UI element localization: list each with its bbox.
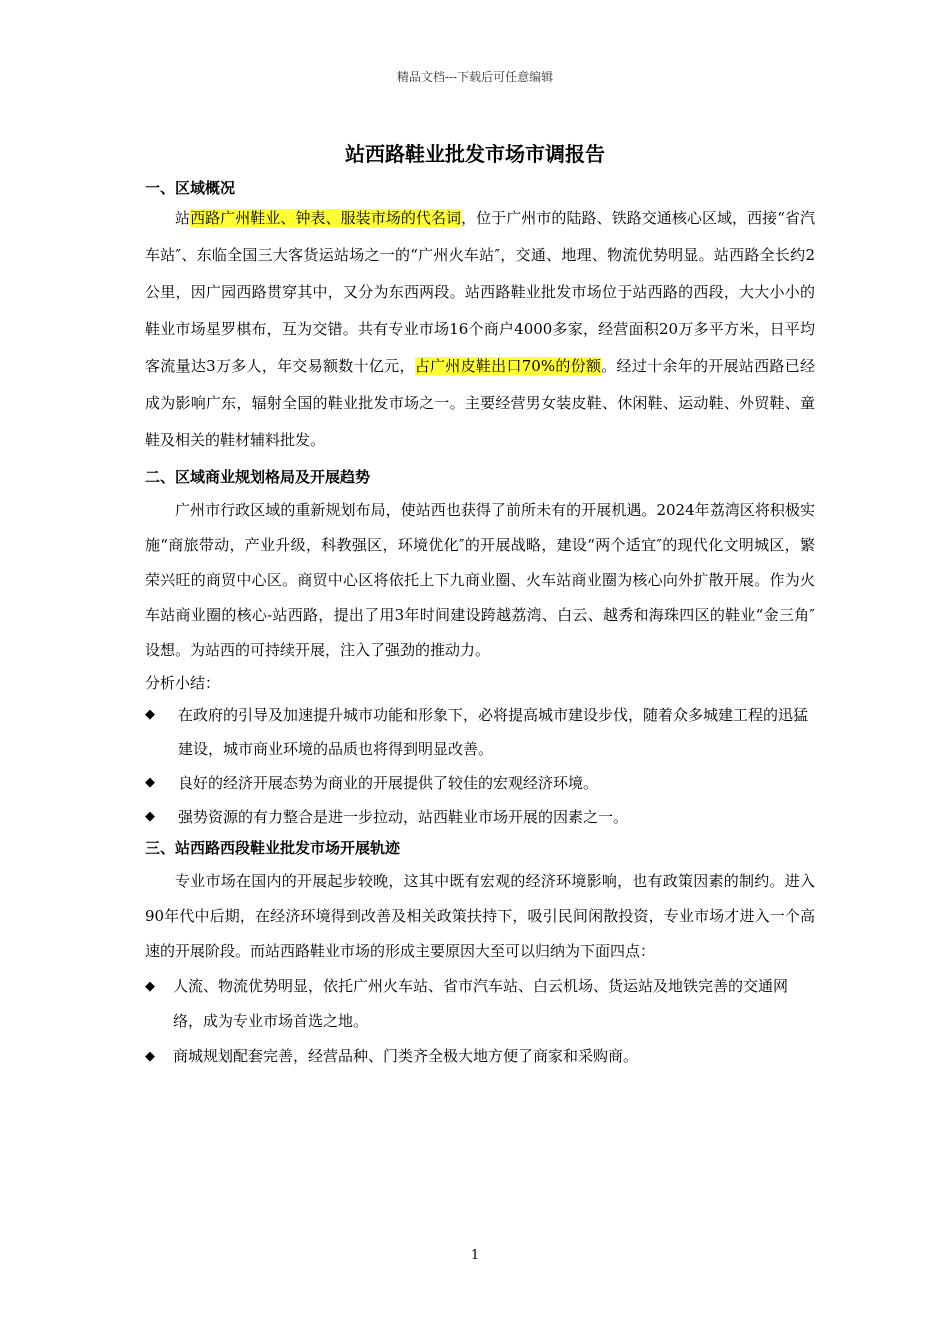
- list-item: [145, 800, 815, 834]
- list-item: [145, 698, 815, 766]
- bullet-text: 商城规划配套完善，经营品种、门类齐全极大地方便了商家和采购商。: [173, 1047, 639, 1065]
- page-number: 1: [470, 1248, 480, 1263]
- document-title: 站西路鞋业批发市场市调报告: [345, 142, 605, 166]
- list-item: [145, 766, 815, 800]
- list-item: [145, 1039, 815, 1074]
- bullet-text: 强势资源的有力整合是进一步拉动，站西鞋业市场开展的因素之一。: [178, 808, 629, 826]
- diamond-bullet-icon: ◆: [145, 775, 155, 790]
- section-1-paragraph: [145, 200, 815, 459]
- section-1-text-a: 站: [175, 209, 191, 227]
- section-1-text-b: ，位于广州市的陆路、铁路交通核心区域，西接“省汽车站″、东临全国三大客货运站场之一的“广州火车站″，交通、地理、物流优势明显。站西路全长约2公里，因广园西路贯穿其中，又分为东西两段。站西路鞋业批发市场位于站西路的西段，大大小小的鞋业市场星罗棋布，互为交错。共有专业市场16个商户4000多家，经营面积20万多平方米，日平均客流量达3万多人，年交易额数十亿元，: [145, 209, 815, 375]
- section-1-text-c: 。经过十余年的开展站西路已经成为影响广东，辐射全国的鞋业批发市场之一。主要经营男女装皮鞋、休闲鞋、运动鞋、外贸鞋、童鞋及相关的鞋材辅料批发。: [145, 357, 815, 449]
- list-item: [145, 969, 815, 1039]
- section-1-heading: 一、区域概况: [145, 179, 236, 197]
- factor-bullet-list: [145, 969, 815, 1074]
- bullet-text: 良好的经济开展态势为商业的开展提供了较佳的宏观经济环境。: [178, 774, 599, 792]
- diamond-bullet-icon: ◆: [145, 707, 155, 722]
- section-3-heading: 三、站西路西段鞋业批发市场开展轨迹: [145, 839, 401, 857]
- bullet-text: 人流、物流优势明显，依托广州火车站、省市汽车站、白云机场、货运站及地铁完善的交通网络，成为专业市场首选之地。: [173, 977, 789, 1030]
- summary-bullet-list: [145, 698, 815, 834]
- section-2-heading: 二、区域商业规划格局及开展趋势: [145, 468, 371, 486]
- highlight-1: 西路广州鞋业、钟表、服装市场的代名词: [190, 209, 462, 227]
- summary-label: 分析小结：: [145, 674, 221, 692]
- document-body: [145, 176, 815, 1074]
- bullet-text: 在政府的引导及加速提升城市功能和形象下，必将提高城市建设步伐，随着众多城建工程的迅猛建设，城市商业环境的品质也将得到明显改善。: [178, 706, 809, 758]
- section-3-paragraph: 专业市场在国内的开展起步较晚，这其中既有宏观的经济环境影响，也有政策因素的制约。进入90年代中后期，在经济环境得到改善及相关政策扶持下，吸引民间闲散投资，专业市场才进入一个高速的开展阶段。而站西路鞋业市场的形成主要原因大至可以归纳为下面四点：: [145, 872, 815, 960]
- diamond-bullet-icon: ◆: [145, 1049, 155, 1064]
- diamond-bullet-icon: ◆: [145, 979, 155, 994]
- highlight-2: 占广州皮鞋出口70%的份额: [414, 357, 602, 375]
- section-2-paragraph: 广州市行政区域的重新规划布局，使站西也获得了前所未有的开展机遇。2024年荔湾区将积极实施“商旅带动，产业升级，科教强区，环境优化″的开展战略，建设“两个适宜″的现代化文明城区，繁荣兴旺的商贸中心区。商贸中心区将依托上下九商业圈、火车站商业圈为核心向外扩散开展。作为火车站商业圈的核心-站西路，提出了用3年时间建设跨越荔湾、白云、越秀和海珠四区的鞋业“金三角″设想。为站西的可持续开展，注入了强劲的推动力。: [145, 501, 815, 659]
- diamond-bullet-icon: ◆: [145, 809, 155, 824]
- header-note: 精品文档---下载后可任意编辑: [396, 70, 554, 84]
